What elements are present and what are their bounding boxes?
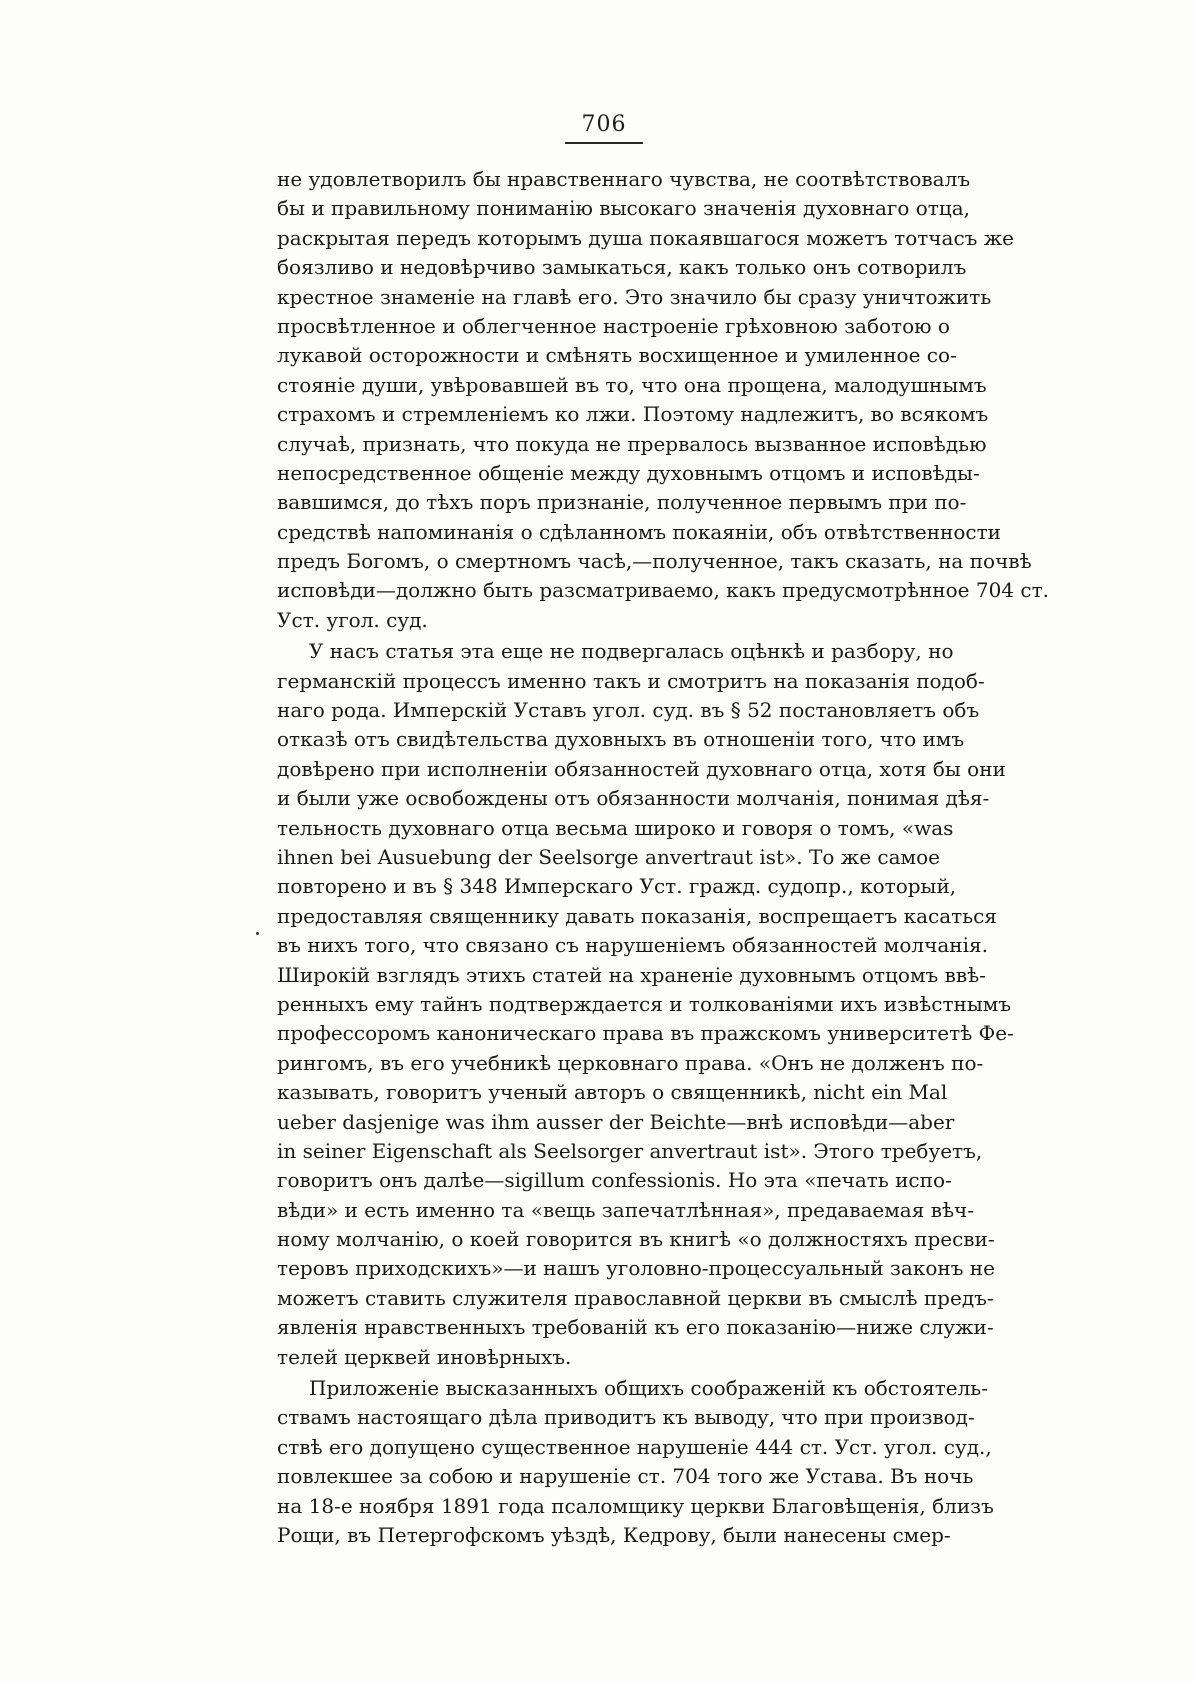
- text-line: теровъ приходскихъ»—и нашъ уголовно-процессуальный законъ не: [277, 1256, 995, 1281]
- text-line: отказѣ отъ свидѣтельства духовныхъ въ отношеніи того, что имъ: [277, 727, 965, 752]
- text-line: можетъ ставить служителя православной церкви въ смыслѣ предъ-: [277, 1285, 994, 1310]
- text-line: предоставляя священнику давать показанія, воспрещаетъ касаться: [277, 903, 997, 928]
- text-line: довѣрено при исполненіи обязанностей духовнаго отца, хотя бы они: [277, 756, 1006, 781]
- text-line: профессоромъ каноническаго права въ пражскомъ университетѣ Фе-: [277, 1021, 1014, 1046]
- text-line: средствѣ напоминанія о сдѣланномъ покаяніи, объ отвѣтственности: [277, 519, 1002, 544]
- paragraph: [277, 637, 1014, 1372]
- text-line: Рощи, въ Петергофскомъ уѣздѣ, Кедрову, были нанесены смер-: [277, 1522, 951, 1547]
- margin-mark: [256, 932, 259, 935]
- text-line: ному молчанію, о коей говорится въ книгѣ «о должностяхъ пресви-: [277, 1227, 995, 1252]
- paragraph: [277, 165, 1050, 635]
- text-line: бы и правильному пониманію высокаго значенія духовнаго отца,: [277, 196, 970, 221]
- text-line: раскрытая передъ которымъ душа покаявшагося можетъ тотчасъ же: [277, 225, 1014, 250]
- body-text: [277, 165, 1050, 1550]
- text-line: повторено и въ § 348 Имперскаго Уст. гражд. судопр., который,: [277, 874, 957, 899]
- text-line: предъ Богомъ, о смертномъ часѣ,—полученное, такъ сказать, на почвѣ: [277, 549, 1032, 574]
- text-line: У насъ статья эта еще не подвергалась оцѣнкѣ и разбору, но: [309, 639, 954, 664]
- text-line: говоритъ онъ далѣе—sigillum confessionis. Но эта «печать испо-: [277, 1168, 952, 1193]
- text-line: стояніе души, увѣровавшей въ то, что она прощена, малодушнымъ: [277, 372, 987, 397]
- text-line: Приложеніе высказанныхъ общихъ соображеній къ обстоятель-: [309, 1376, 988, 1401]
- text-line: непосредственное общеніе между духовнымъ отцомъ и исповѣды-: [277, 460, 980, 485]
- text-line: вѣди» и есть именно та «вещь запечатлѣнная», предаваемая вѣч-: [277, 1197, 975, 1222]
- text-line: Широкій взглядъ этихъ статей на храненіе духовнымъ отцомъ ввѣ-: [277, 962, 986, 987]
- text-line: ствѣ его допущено существенное нарушеніе 444 ст. Уст. угол. суд.,: [277, 1434, 992, 1459]
- text-line: крестное знаменіе на главѣ его. Это значило бы сразу уничтожить: [277, 284, 992, 309]
- text-line: рингомъ, въ его учебникѣ церковнаго права. «Онъ не долженъ по-: [277, 1050, 984, 1075]
- text-line: телей церквей иновѣрныхъ.: [277, 1344, 572, 1369]
- page-number: 706: [581, 112, 627, 137]
- text-line: вавшимся, до тѣхъ поръ признаніе, полученное первымъ при по-: [277, 490, 967, 515]
- text-line: ствамъ настоящаго дѣла приводитъ къ выводу, что при производ-: [277, 1405, 975, 1430]
- text-line: явленія нравственныхъ требованій къ его показанію—ниже служи-: [277, 1315, 994, 1340]
- text-line: казывать, говоритъ ученый авторъ о священникѣ, nicht ein Mal: [277, 1080, 948, 1105]
- text-line: въ нихъ того, что связано съ нарушеніемъ обязанностей молчанія.: [277, 933, 988, 958]
- text-line: ренныхъ ему тайнъ подтверждается и толкованіями ихъ извѣстнымъ: [277, 991, 1012, 1016]
- text-line: повлекшее за собою и нарушеніе ст. 704 того же Устава. Въ ночь: [277, 1464, 974, 1489]
- paragraph: [277, 1374, 994, 1550]
- text-line: случаѣ, признать, что покуда не прервалось вызванное исповѣдью: [277, 431, 987, 456]
- text-line: страхомъ и стремленіемъ ко лжи. Поэтому надлежитъ, во всякомъ: [277, 402, 989, 427]
- text-line: просвѣтленное и облегченное настроеніе грѣховною заботою о: [277, 313, 950, 338]
- text-line: in seiner Eigenschaft als Seelsorger anvertraut ist». Этого требуетъ,: [277, 1138, 983, 1163]
- text-line: ihnen bei Ausuebung der Seelsorge anvertraut ist». То же самое: [277, 844, 940, 869]
- text-line: не удовлетворилъ бы нравственнаго чувства, не соотвѣтствовалъ: [277, 167, 971, 191]
- text-line: Уст. угол. суд.: [277, 607, 428, 632]
- text-line: исповѣди—должно быть разсматриваемо, какъ предусмотрѣнное 704 ст.: [277, 578, 1050, 603]
- text-line: тельность духовнаго отца весьма широко и говоря о томъ, «was: [277, 815, 954, 840]
- text-line: на 18-е ноября 1891 года псаломщику церкви Благовѣщенія, близъ: [277, 1493, 994, 1518]
- text-line: наго рода. Имперскій Уставъ угол. суд. въ § 52 постановляетъ объ: [277, 698, 980, 723]
- text-line: германскій процессъ именно такъ и смотритъ на показанія подоб-: [277, 668, 985, 693]
- text-line: ueber dasjenige was ihm ausser der Beichte—внѣ исповѣди—aber: [277, 1109, 955, 1134]
- text-line: и были уже освобождены отъ обязанности молчанія, понимая дѣя-: [277, 786, 990, 811]
- text-line: боязливо и недовѣрчиво замыкаться, какъ только онъ сотворилъ: [277, 255, 967, 280]
- text-line: лукавой осторожности и смѣнять восхищенное и умиленное со-: [277, 343, 957, 368]
- page-number-rule: [565, 142, 643, 144]
